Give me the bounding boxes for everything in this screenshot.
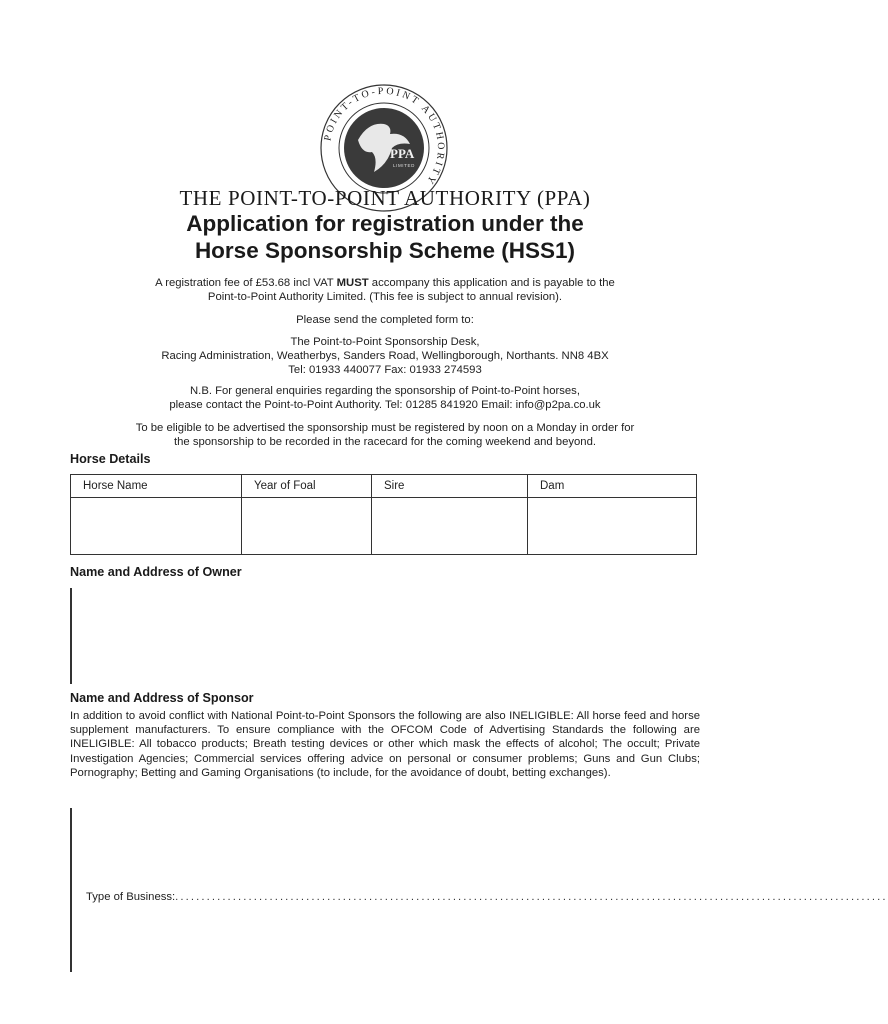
desk-name: The Point-to-Point Sponsorship Desk,	[290, 336, 480, 348]
authority-name: THE POINT-TO-POINT AUTHORITY (PPA)	[179, 186, 591, 210]
owner-box	[70, 588, 72, 684]
owner-heading: Name and Address of Owner	[70, 565, 242, 579]
fee-text-must: MUST	[336, 277, 369, 289]
form-title-line2: Horse Sponsorship Scheme (HSS1)	[194, 238, 576, 263]
desk-address: Racing Administration, Weatherbys, Sanders Road, Wellingborough, Northants. NN8 4BX	[161, 350, 609, 362]
horse-details-heading: Horse Details	[70, 452, 151, 466]
desk-telephone: Tel: 01933 440077 Fax: 01933 274593	[288, 364, 482, 376]
logo-subtext: LIMITED	[393, 163, 415, 168]
logo-ring-text: POINT-TO-POINT AUTHORITY	[322, 85, 447, 188]
year-of-foal-cell[interactable]	[242, 498, 372, 555]
col-dam: Dam	[528, 475, 697, 498]
col-sire: Sire	[372, 475, 528, 498]
sponsor-ineligible-text: In addition to avoid conflict with National Point-to-Point Sponsors the following are also INELIGIBLE: All horse feed and horse supplement manufacturers. To ensure compliance with the OFCOM Code of Advertising Standards the following are INELIGIBLE: All tobacco products; Breath testing devices or other which mask the effects of alcohol; The occult; Private Investigation Agencies; Commercial services offering advice on personal or consumer problems; Guns and Gun Clubs; Pornography; Betting and Gaming Organisations (to include, for the avoidance of doubt, betting exchanges).	[70, 710, 700, 779]
nb-text-line1: N.B. For general enquiries regarding the sponsorship of Point-to-Point horses,	[190, 385, 580, 397]
fee-paragraph	[60, 276, 710, 304]
desk-address-paragraph	[60, 335, 710, 377]
dot-leader: ........................................................................................................................................	[175, 891, 888, 903]
horse-name-cell[interactable]	[71, 498, 242, 555]
send-to-text: Please send the completed form to:	[296, 314, 474, 326]
horse-table-entry-row	[71, 498, 697, 555]
col-year-of-foal: Year of Foal	[242, 475, 372, 498]
sponsor-heading: Name and Address of Sponsor	[70, 691, 254, 705]
nb-text-line2: please contact the Point-to-Point Authority. Tel: 01285 841920 Email: info@p2pa.co.uk	[169, 399, 601, 411]
eligibility-text-line1: To be eligible to be advertised the sponsorship must be registered by noon on a Monday in order for	[135, 422, 635, 434]
horse-details-table	[70, 474, 697, 555]
fee-text-post: accompany this application and is payable to the	[368, 277, 615, 289]
send-to-paragraph	[60, 313, 710, 327]
horse-table-header-row	[71, 475, 697, 498]
fee-text-pre: A registration fee of £53.68 incl VAT	[155, 277, 337, 289]
eligibility-text-line2: the sponsorship to be recorded in the racecard for the coming weekend and beyond.	[173, 436, 597, 448]
business-type-field[interactable]	[86, 891, 888, 905]
sponsor-box	[70, 808, 888, 972]
business-type-label: Type of Business:	[86, 891, 176, 903]
fee-text-line2: Point-to-Point Authority Limited. (This fee is subject to annual revision).	[207, 291, 563, 303]
col-horse-name: Horse Name	[71, 475, 242, 498]
logo-monogram: PPA	[390, 146, 415, 161]
dam-cell[interactable]	[528, 498, 697, 555]
sire-cell[interactable]	[372, 498, 528, 555]
nb-paragraph	[60, 384, 710, 412]
eligibility-paragraph	[60, 421, 710, 449]
form-title-line1: Application for registration under the	[186, 211, 584, 236]
